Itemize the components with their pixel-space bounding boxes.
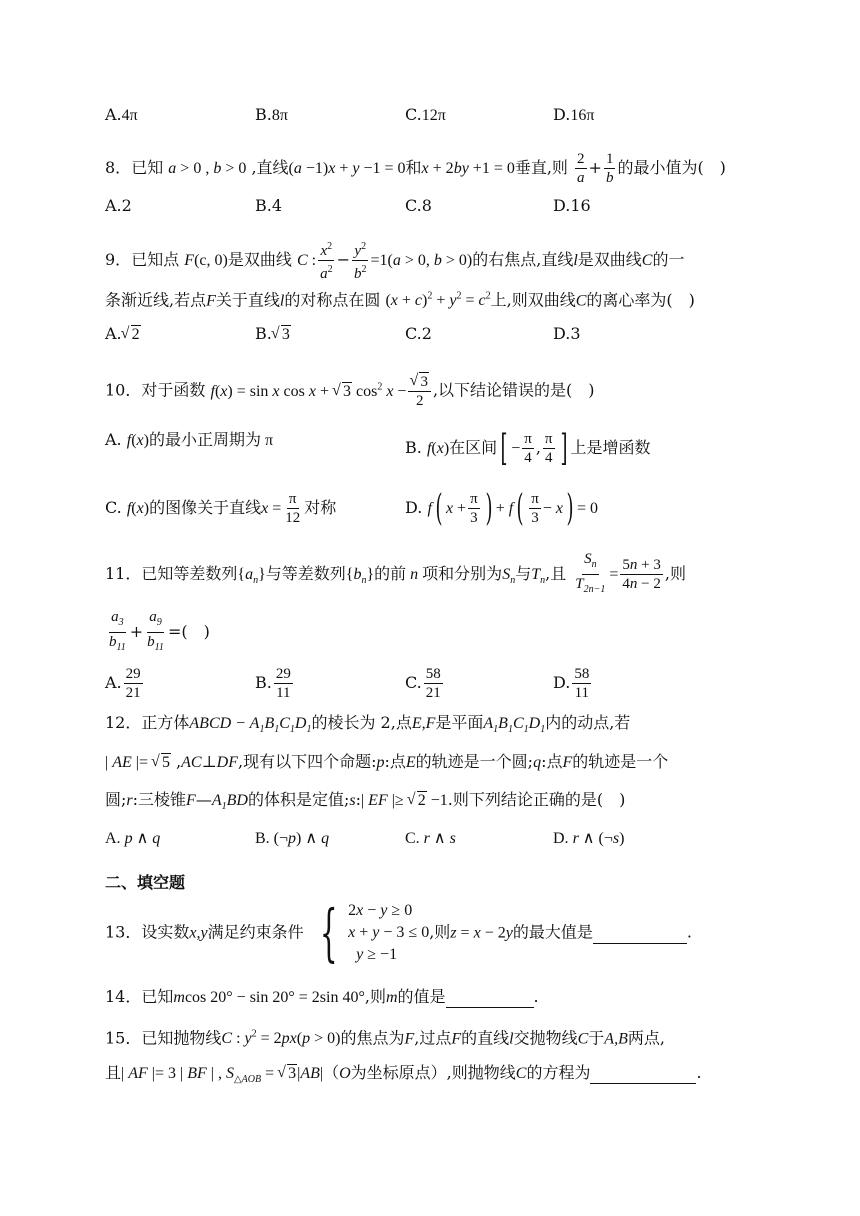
q8-option-d[interactable]: D.16 [553, 196, 591, 215]
q14-stem: 14．已知mcos 20° − sin 20° = 2sin 40°,则m的值是 . [105, 987, 539, 1006]
q11-option-d[interactable]: D. $\frac{58}{11}$ [553, 666, 590, 701]
q11-option-b[interactable]: B. $\frac{29}{11}$ [255, 666, 291, 701]
q14-answer-blank[interactable] [446, 987, 534, 1008]
q10-option-c[interactable]: C. f(x)的图像关于直线x = $\frac{\pi}{12}$ 对称 [105, 491, 337, 526]
q9-option-c[interactable]: C.2 [405, 324, 432, 343]
q11-option-c[interactable]: C. $\frac{58}{21}$ [405, 666, 441, 701]
q15-answer-blank[interactable] [590, 1063, 696, 1084]
q13-stem: 13．设实数x,y满足约束条件 { 2x − y ≥ 0 x + y − 3 ≤ 0 y ≥ −1 ,则z = x − 2y的最大值是 . [105, 896, 692, 969]
q7-option-c[interactable]: C.12π [405, 105, 446, 124]
q7-option-a[interactable]: A.4π [105, 105, 138, 124]
q9-option-d[interactable]: D.3 [553, 324, 581, 343]
q12-stem-line1: 12．正方体ABCD − $A_1B_1C_1D_1$的棱长为 2,点E,F是平面$A_1B_1C_1D_1$内的动点,若 [105, 713, 631, 736]
section-title-fill-in: 二、填空题 [105, 873, 186, 892]
q7-option-d[interactable]: D.16π [553, 105, 595, 124]
q11-stem-line1: 11．已知等差数列$\{a_n\}$与等差数列$\{b_n\}$的前 n 项和分别为$S_n$与$T_n$,且 $\frac{S_n}{T_{2n-1}}$ = $\frac{5n + 3}{4n - 2}$ ,则 [105, 551, 686, 595]
q12-stem-line3: 圆;r:三棱锥$F—A_1BD$的体积是定值;s:| EF |≥ √ 2 −1.则下列结论正确的是( ) [105, 790, 625, 817]
q10-option-a[interactable]: A. f(x)的最小正周期为 π [105, 430, 274, 449]
q9-stem-line2: 条渐近线,若点F关于直线l的对称点在圆 $(x + c)^2 + y^2 = c^2$上,则双曲线C的离心率为( ) [105, 290, 695, 310]
q12-stem-line2: | AE |= √ 5 ,AC⊥DF,现有以下四个命题:p:点E的轨迹是一个圆;q:点F的轨迹是一个 [105, 752, 668, 773]
q8-option-c[interactable]: C.8 [405, 196, 432, 215]
q9-stem-line1: 9．已知点 F(c, 0)是双曲线 C : $\frac{x^2}{a^2}$ − $\frac{y^2}{b^2}$ =1(a > 0, b > 0)的右焦点,直线l是双曲线C的一 [105, 238, 684, 283]
q15-stem-line1: 15．已知抛物线C : $y^2 = 2px(p > 0)$的焦点为F,过点F的直线l交抛物线C于A,B两点, [105, 1028, 665, 1048]
q8-option-b[interactable]: B.4 [255, 196, 283, 215]
q13-answer-blank[interactable] [593, 923, 687, 944]
q12-option-a[interactable]: A. p ∧ q [105, 830, 161, 847]
q8-option-a[interactable]: A.2 [105, 196, 132, 215]
q9-option-a[interactable]: A.√ 2 [105, 324, 141, 344]
q12-option-d[interactable]: D. r ∧ (¬s) [553, 830, 625, 847]
q10-option-d[interactable]: D. f( x + $\frac{\pi}{3}$ ) + f( $\frac{\pi}{3}$ − x) = 0 [405, 487, 599, 529]
q12-option-b[interactable]: B. (¬p) ∧ q [255, 830, 330, 847]
q11-stem-line2: $\frac{a_3}{b_{11}}$ + $\frac{a_9}{b_{11}}$ =( ) [109, 609, 210, 653]
q7-option-b[interactable]: B.8π [255, 105, 288, 124]
q11-option-a[interactable]: A. $\frac{29}{21}$ [105, 666, 141, 701]
q9-option-b[interactable]: B.√ 3 [255, 324, 291, 344]
q10-stem: 10．对于函数 f(x) = sin x cos x + √ 3 $\cos^2 x$ − √ $\frac{3}{2}$ ,以下结论错误的是( ) [105, 372, 595, 410]
q12-option-c[interactable]: C. r ∧ s [405, 830, 456, 847]
q10-option-b[interactable]: B. f(x)在区间[ − $\frac{\pi}{4}$ , $\frac{\pi}{4}$ ] 上是增函数 [405, 427, 651, 469]
q15-stem-line2: 且| AF |= 3 | BF | , $S_{\triangle AOB}$ = √ 3|AB|（O为坐标原点）,则抛物线C的方程为 . [105, 1063, 702, 1090]
q8-stem: 8．已知 a > 0 , b > 0 ,直线(a −1)x + y −1 = 0和x + 2by +1 = 0垂直,则 $\frac{2}{a}$ + $\frac{1}{b}$ 的最小值为( ) [105, 151, 726, 186]
